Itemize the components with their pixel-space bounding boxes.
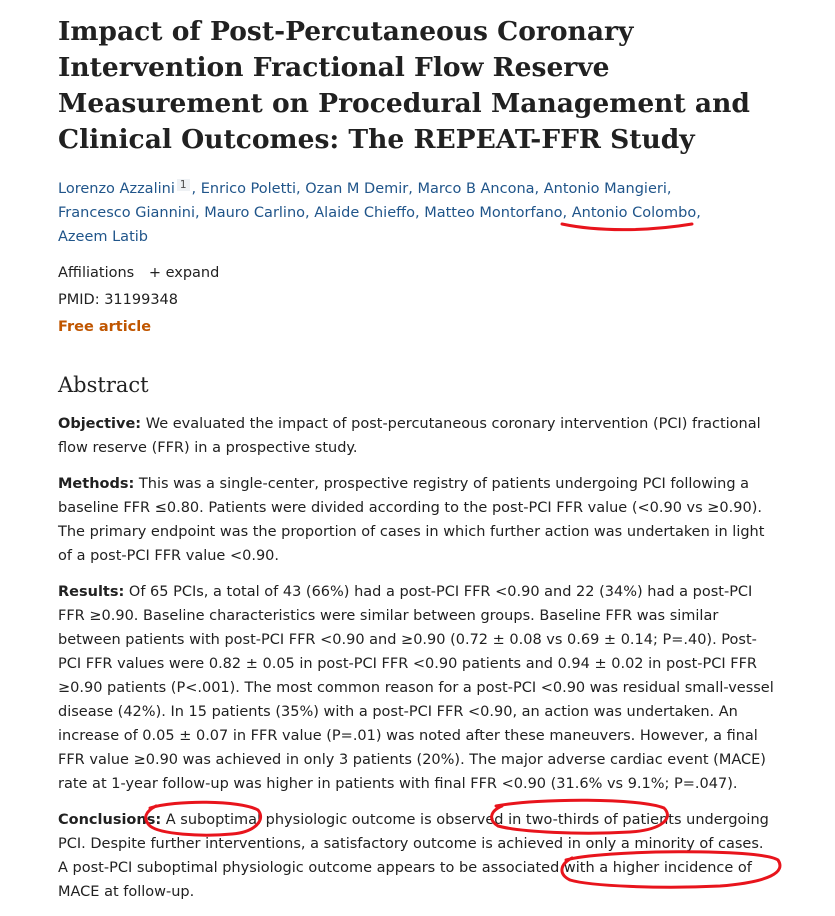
abstract-conclusions [58, 808, 774, 904]
author-link[interactable]: Enrico Poletti [200, 181, 296, 197]
abstract-methods [58, 472, 774, 568]
methods-label: Methods: [58, 476, 135, 492]
results-label: Results: [58, 584, 125, 600]
abstract-results [58, 580, 774, 796]
author-link[interactable]: Lorenzo Azzalini [58, 181, 175, 197]
author-link[interactable]: Antonio Colombo [571, 205, 697, 221]
abstract-heading: Abstract [58, 373, 149, 397]
author-link[interactable]: Matteo Montorfano [424, 205, 563, 221]
author-link[interactable]: Mauro Carlino [204, 205, 306, 221]
methods-text: This was a single-center, prospective registry of patients undergoing PCI following a baseline FFR ≤0.80. Patients were divided according to the post-PCI FFR value (<0.90 vs ≥0.90). The primary endpoint was the proportion of cases in which further action was undertaken in light of a post-PCI FFR value <0.90. [58, 476, 765, 564]
author-link[interactable]: Alaide Chieffo [314, 205, 415, 221]
conclusions-text: A suboptimal physiologic outcome is observed in two-thirds of patients undergoing PCI. Despite further interventions, a satisfactory outcome is achieved in only a minority of cases. A post-PCI suboptimal physiologic outcome appears to be associated with a higher incidence of MACE at follow-up. [58, 812, 769, 900]
expand-affiliations-button[interactable]: + expand [148, 265, 220, 281]
author-link[interactable]: Antonio Mangieri [543, 181, 667, 197]
objective-label: Objective: [58, 416, 142, 432]
author-list: Lorenzo Azzalini $^1$ , Enrico Poletti, Ozan M Demir, Marco B Ancona, Antonio Mangieri, Francesco Giannini, Mauro Carlino, Alaide Chieffo, Matteo Montorfano, Antonio Colombo, Azeem Latib [58, 179, 701, 245]
results-text: Of 65 PCIs, a total of 43 (66%) had a post-PCI FFR <0.90 and 22 (34%) had a post-PCI FFR ≥0.90. Baseline characteristics were similar between groups. Baseline FFR was similar between patients with post-PCI FFR <0.90 and ≥0.90 (0.72 ± 0.08 vs 0.69 ± 0.14; P=.40). Post-PCI FFR values were 0.82 ± 0.05 in post-PCI FFR <0.90 patients and 0.94 ± 0.02 in post-PCI FFR ≥0.90 patients (P<.001). The most common reason for a post-PCI <0.90 was residual small-vessel disease (42%). In 15 patients (35%) with a post-PCI FFR <0.90, an action was undertaken. An increase of 0.05 ± 0.07 in FFR value (P=.01) was noted after these maneuvers. However, a final FFR value ≥0.90 was achieved in only 3 patients (20%). The major adverse cardiac event (MACE) rate at 1-year follow-up was higher in patients with final FFR <0.90 (31.6% vs 9.1%; P=.047). [58, 584, 774, 792]
affiliations-label: Affiliations [58, 265, 135, 281]
pmid: PMID: 31199348 [58, 292, 178, 308]
affiliation-number[interactable]: 1 [177, 179, 190, 191]
author-link[interactable]: Azeem Latib [58, 229, 148, 245]
article-title: Impact of Post-Percutaneous Coronary Intervention Fractional Flow Reserve Measurement on Procedural Management and Clinical Outcomes: The REPEAT-FFR Study [58, 16, 750, 155]
author-link[interactable]: Marco B Ancona [417, 181, 535, 197]
abstract-body [58, 412, 774, 916]
objective-text: We evaluated the impact of post-percutaneous coronary intervention (PCI) fractional flow reserve (FFR) in a prospective study. [58, 416, 761, 456]
free-article-link[interactable]: Free article [58, 319, 152, 335]
abstract-objective [58, 412, 774, 460]
conclusions-label: Conclusions: [58, 812, 162, 828]
affiliations-row [58, 263, 219, 283]
author-link[interactable]: Ozan M Demir [305, 181, 409, 197]
author-link[interactable]: Francesco Giannini [58, 205, 195, 221]
